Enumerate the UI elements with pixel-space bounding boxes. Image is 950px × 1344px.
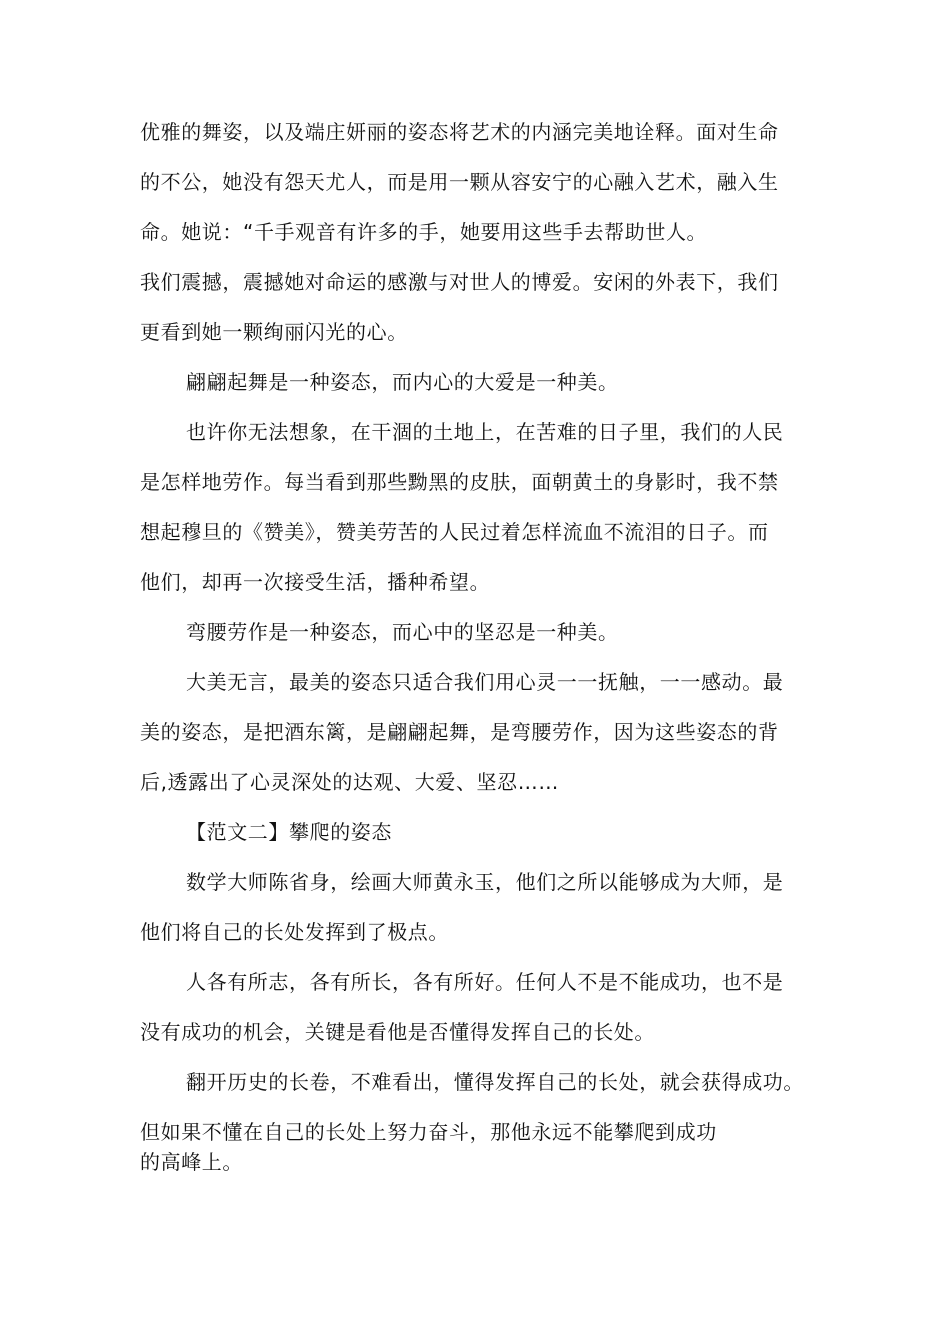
text-line: 的不公，她没有怨天尤人，而是用一颗从容安宁的心融入艺术，融入生 xyxy=(140,170,779,194)
paragraph-start-line: 翩翩起舞是一种姿态，而内心的大爱是一种美。 xyxy=(186,370,619,394)
text-line: 想起穆旦的《赞美》，赞美劳苦的人民过着怎样流血不流泪的日子。而 xyxy=(140,520,769,544)
text-line: 的高峰上。 xyxy=(140,1150,243,1174)
text-line: 他们，却再一次接受生活，播种希望。 xyxy=(140,570,491,594)
paragraph-start-line: 也许你无法想象，在干涸的土地上，在苦难的日子里，我们的人民 xyxy=(186,420,784,444)
text-line: 命。她说：“千手观音有许多的手，她要用这些手去帮助世人。 xyxy=(140,220,708,244)
text-line: 是怎样地劳作。每当看到那些黝黑的皮肤，面朝黄土的身影时，我不禁 xyxy=(140,470,779,494)
paragraph-start-line: 翻开历史的长卷，不难看出，懂得发挥自己的长处，就会获得成功。 xyxy=(186,1070,804,1094)
text-line: 更看到她一颗绚丽闪光的心。 xyxy=(140,320,408,344)
text-line: 我们震撼，震撼她对命运的感激与对世人的博爱。安闲的外表下，我们 xyxy=(140,270,779,294)
text-line: 美的姿态，是把酒东篱，是翩翩起舞，是弯腰劳作，因为这些姿态的背 xyxy=(140,720,779,744)
section-heading: 【范文二】攀爬的姿态 xyxy=(186,820,392,844)
text-line: 但如果不懂在自己的长处上努力奋斗，那他永远不能攀爬到成功 xyxy=(140,1120,717,1144)
text-line: 没有成功的机会，关键是看他是否懂得发挥自己的长处。 xyxy=(140,1020,655,1044)
text-line: 他们将自己的长处发挥到了极点。 xyxy=(140,920,449,944)
text-line: 后,透露出了心灵深处的达观、大爱、坚忍…… xyxy=(140,770,559,794)
paragraph-start-line: 大美无言，最美的姿态只适合我们用心灵一一抚触，一一感动。最 xyxy=(186,670,784,694)
text-line: 优雅的舞姿，以及端庄妍丽的姿态将艺术的内涵完美地诠释。面对生命 xyxy=(140,120,779,144)
paragraph-start-line: 弯腰劳作是一种姿态，而心中的坚忍是一种美。 xyxy=(186,620,619,644)
paragraph-start-line: 人各有所志，各有所长，各有所好。任何人不是不能成功，也不是 xyxy=(186,970,784,994)
paragraph-start-line: 数学大师陈省身，绘画大师黄永玉，他们之所以能够成为大师，是 xyxy=(186,870,784,894)
